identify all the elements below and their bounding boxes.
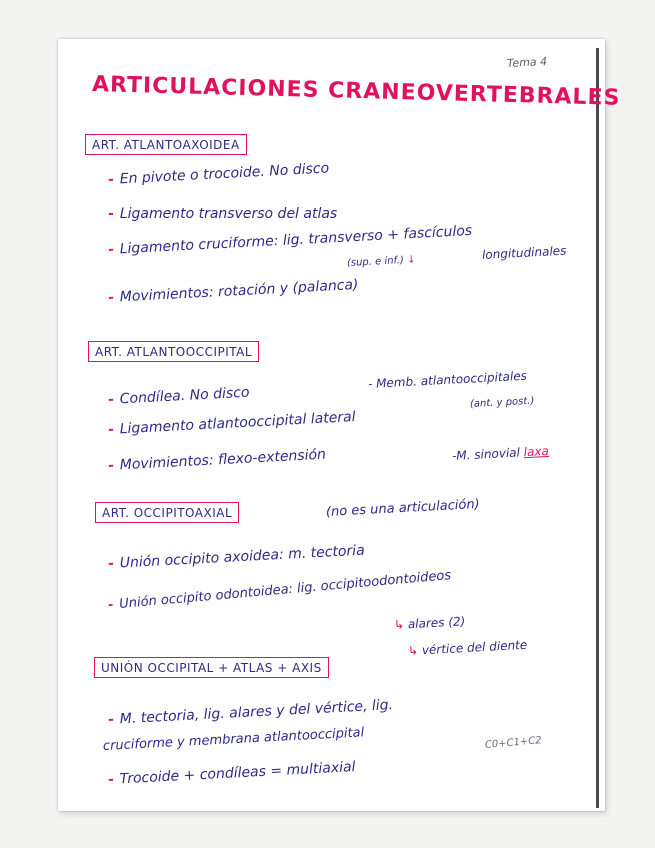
s4-line-3-text: Trocoide + condíleas = multiaxial — [119, 759, 356, 788]
arrow-icon: ↳ — [393, 617, 405, 632]
topic-label: Tema 4 — [506, 54, 548, 71]
s1-item-4-text: Movimientos: rotación y (palanca) — [119, 276, 359, 306]
s1-note-sub-text: (sup. e inf.) — [346, 255, 405, 269]
s3-item-2-text: Unión occipito odontoidea: lig. occipitoodontoideos — [118, 568, 452, 612]
bullet-dash: - — [107, 711, 115, 728]
sheet-edge — [596, 48, 599, 808]
section-heading-union: UNIÓN OCCIPITAL + ATLAS + AXIS — [94, 657, 329, 678]
bullet-dash: - — [108, 206, 114, 222]
s4-side-note: C0+C1+C2 — [484, 735, 543, 751]
section-heading-atlantooccipital: ART. ATLANTOOCCIPITAL — [88, 341, 259, 362]
s2-side-c-prefix: -M. sinovial — [451, 445, 521, 463]
arrow-icon: ↓ — [406, 254, 416, 266]
s1-item-1-text: En pivote o trocoide. No disco — [119, 160, 330, 188]
s2-item-1-text: Condílea. No disco — [119, 384, 250, 408]
arrow-icon: ↳ — [407, 643, 419, 658]
s1-note-long: longitudinales — [481, 243, 567, 262]
s4-line-1-text: M. tectoria, lig. alares y del vértice, lig. — [119, 697, 394, 728]
bullet-dash: - — [107, 457, 115, 474]
s1-item-2 — [108, 206, 337, 222]
s2-side-b: (ant. y post.) — [469, 395, 535, 410]
section-heading-occipitoaxial: ART. OCCIPITOAXIAL — [95, 502, 239, 523]
s3-sub-1-text: alares (2) — [407, 614, 466, 632]
bullet-dash: - — [107, 771, 115, 788]
bullet-dash: - — [107, 555, 115, 572]
bullet-dash: - — [107, 597, 115, 613]
s3-aside: (no es una articulación) — [325, 496, 481, 520]
s2-side-c-word: laxa — [523, 443, 550, 460]
s2-item-3-text: Movimientos: flexo-extensión — [119, 446, 327, 474]
page-title: ARTICULACIONES CRANEOVERTEBRALES — [91, 72, 621, 111]
s1-item-3-text: Ligamento cruciforme: lig. transverso + fascículos — [119, 222, 473, 258]
section-heading-atlantoaxoidea: ART. ATLANTOAXOIDEA — [85, 134, 247, 155]
s3-sub-2-text: vértice del diente — [421, 637, 528, 658]
s1-item-2-text: Ligamento transverso del atlas — [119, 206, 338, 222]
s2-side-a: - Memb. atlantooccipitales — [367, 368, 528, 391]
s2-item-2-text: Ligamento atlantooccipital lateral — [119, 409, 356, 438]
s3-item-1-text: Unión occipito axoidea: m. tectoria — [119, 542, 366, 572]
bullet-dash: - — [107, 289, 115, 306]
bullet-dash: - — [107, 171, 115, 188]
s4-line-2: cruciforme y membrana atlantooccipital — [102, 725, 365, 754]
bullet-dash: - — [107, 421, 115, 438]
bullet-dash: - — [107, 241, 115, 258]
bullet-dash: - — [107, 391, 115, 408]
